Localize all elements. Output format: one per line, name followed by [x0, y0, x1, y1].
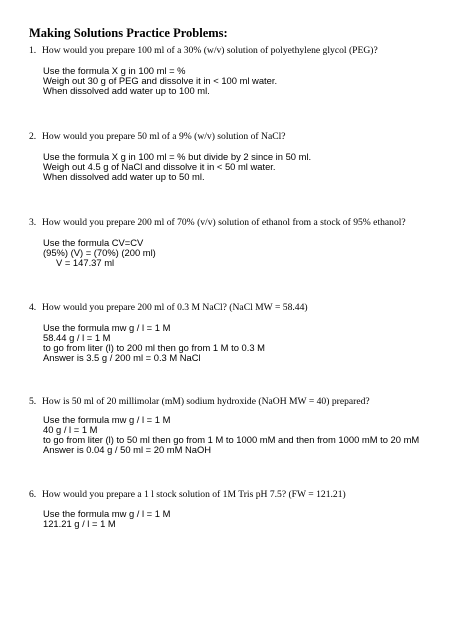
question-text: How would you prepare 200 ml of 0.3 M NaCl? (NaCl MW = 58.44): [42, 302, 308, 313]
question-number: 1.: [29, 45, 37, 56]
answer-line: When dissolved add water up to 50 ml.: [43, 171, 205, 182]
question-number: 4.: [29, 302, 37, 313]
answer-line: Use the formula CV=CV: [43, 237, 144, 248]
answer-line: Use the formula mw g / l = 1 M: [43, 322, 171, 333]
question-2: [29, 131, 286, 143]
answer-3: [43, 238, 156, 268]
document-title: Making Solutions Practice Problems:: [29, 26, 228, 40]
answer-2: [43, 152, 311, 182]
question-text: How would you prepare 200 ml of 70% (v/v) solution of ethanol from a stock of 95% ethanol?: [42, 217, 406, 228]
answer-line: Answer is 0.04 g / 50 ml = 20 mM NaOH: [43, 444, 212, 455]
answer-line: When dissolved add water up to 100 ml.: [43, 85, 210, 96]
question-number: 2.: [29, 131, 37, 142]
question-number: 3.: [29, 217, 37, 228]
answer-line: Weigh out 30 g of PEG and dissolve it in < 100 ml water.: [43, 75, 278, 86]
question-1: [29, 45, 378, 57]
answer-line: V = 147.37 ml: [56, 257, 115, 268]
answer-line: Use the formula mw g / l = 1 M: [43, 414, 171, 425]
question-text: How is 50 ml of 20 millimolar (mM) sodium hydroxide (NaOH MW = 40) prepared?: [42, 396, 370, 407]
answer-line: 58.44 g / l = 1 M: [43, 332, 111, 343]
answer-line: to go from liter (l) to 50 ml then go from 1 M to 1000 mM and then from 1000 mM to 20 mM: [43, 434, 420, 445]
question-text: How would you prepare a 1 l stock solution of 1M Tris pH 7.5? (FW = 121.21): [42, 489, 346, 500]
answer-line: (95%) (V) = (70%) (200 ml): [43, 247, 156, 258]
question-number: 6.: [29, 489, 37, 500]
answer-line: Answer is 3.5 g / 200 ml = 0.3 M NaCl: [43, 352, 201, 363]
question-number: 5.: [29, 396, 37, 407]
answer-line: Weigh out 4.5 g of NaCl and dissolve it in < 50 ml water.: [43, 161, 276, 172]
question-5: [29, 396, 370, 408]
answer-4: [43, 323, 265, 363]
answer-line: Use the formula X g in 100 ml = %: [43, 65, 186, 76]
answer-6: [43, 509, 170, 529]
answer-line: to go from liter (l) to 200 ml then go from 1 M to 0.3 M: [43, 342, 265, 353]
answer-line: Use the formula mw g / l = 1 M: [43, 508, 171, 519]
question-6: [29, 489, 346, 501]
answer-line: 121.21 g / l = 1 M: [43, 518, 116, 529]
answer-line: 40 g / l = 1 M: [43, 424, 98, 435]
answer-5: [43, 415, 419, 455]
answer-1: [43, 66, 277, 96]
question-text: How would you prepare 50 ml of a 9% (w/v) solution of NaCl?: [42, 131, 286, 142]
answer-line: Use the formula X g in 100 ml = % but divide by 2 since in 50 ml.: [43, 151, 312, 162]
question-3: [29, 217, 406, 229]
question-4: [29, 302, 308, 314]
question-text: How would you prepare 100 ml of a 30% (w/v) solution of polyethylene glycol (PEG)?: [42, 45, 378, 56]
